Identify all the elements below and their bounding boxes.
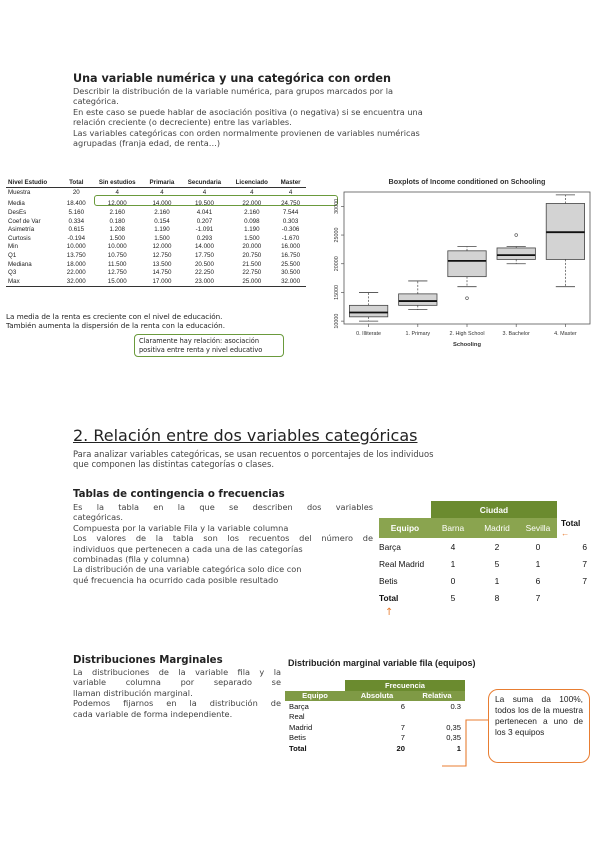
stats-cell: 12.000: [152, 243, 172, 251]
stats-note-1: La media de la renta es creciente con el nivel de educación.: [6, 312, 223, 321]
frecuencia-header: Frecuencia: [345, 680, 465, 691]
col-header: Sevilla: [519, 518, 557, 538]
stats-cell: 1.190: [244, 226, 260, 234]
marginal-line: llaman distribución marginal.: [73, 687, 193, 698]
stats-cell: 7.544: [282, 208, 299, 216]
stats-cell: 18.400: [66, 200, 86, 208]
contingency-cell: 7: [582, 575, 587, 586]
marginal-row-label: Barça: [289, 701, 309, 711]
box: [349, 305, 387, 316]
stats-row: [6, 234, 306, 243]
contingency-row-label: Total: [379, 592, 399, 603]
marginal-line: variable columna por separado se: [73, 677, 281, 688]
contingency-line: individuos que pertenecen a cada una de las categorías: [73, 543, 303, 554]
contingency-table-wrap: [379, 501, 587, 618]
marginal-cell: 0,35: [446, 733, 461, 743]
stats-cell: 4: [160, 188, 164, 196]
stats-cell: 1.500: [244, 234, 260, 242]
contingency-row: [379, 555, 587, 572]
stats-cell: 20.750: [242, 251, 262, 259]
marginal-row-label: Betis: [289, 733, 306, 743]
marginal-cell: [345, 712, 409, 723]
section1-line: relación creciente (o decreciente) entre las variables.: [73, 117, 292, 128]
equipo-header: Equipo: [379, 518, 431, 538]
callout-connector: [440, 710, 490, 770]
section1: [73, 72, 543, 148]
box: [399, 294, 437, 305]
stats-row-label: DesEs: [8, 208, 27, 216]
stats-cell: 22.000: [66, 269, 86, 277]
marginal-cell: 7: [400, 733, 405, 743]
stats-row-label: Asimetría: [8, 226, 35, 234]
section1-line: Describir la distribución de la variable numérica, para grupos marcados por la: [73, 86, 394, 96]
contingency-cell: 8: [494, 592, 500, 603]
contingency-row: [379, 589, 587, 606]
contingency-cell: 7: [535, 592, 541, 603]
stats-cell: 0.154: [154, 217, 170, 225]
stats-cell: 32.000: [275, 277, 306, 286]
stats-row: [6, 243, 306, 252]
stats-cell: 24.750: [281, 200, 301, 208]
stats-row-label: Q3: [8, 269, 17, 277]
stats-cell: 12.750: [152, 251, 172, 259]
stats-cell: 16.000: [281, 243, 301, 251]
stats-cell: 15.000: [91, 277, 143, 286]
marginal-row: [285, 712, 465, 723]
stats-cell: 1.500: [154, 234, 170, 242]
stats-callout: Claramente hay relación: asociación positiva entre renta y nivel educativo: [134, 334, 284, 357]
stats-row: [6, 277, 306, 286]
stats-cell: -0.194: [67, 234, 86, 242]
box: [497, 248, 535, 259]
stats-cell: -1.670: [281, 234, 300, 242]
y-tick-label: 25000: [334, 227, 340, 243]
stats-row: [6, 217, 306, 226]
stats-cell: 14.000: [194, 243, 214, 251]
chart-title: Boxplots of Income conditioned on Schooling: [388, 177, 546, 186]
stats-cell: 10.750: [107, 251, 127, 259]
marginal-cell: 20: [396, 743, 405, 753]
stats-header: Primaria: [143, 178, 180, 188]
x-tick-label: 4. Master: [554, 331, 577, 337]
stats-header: Nivel Estudio: [6, 178, 62, 188]
marginal-cell: 7: [400, 722, 405, 732]
stats-row: [6, 268, 306, 277]
stats-header: Total: [62, 178, 91, 188]
section2-intro-2: que componen las distintas categorías o clases.: [73, 459, 274, 469]
stats-cell: 17.000: [143, 277, 180, 286]
stats-cell: 1.500: [109, 234, 125, 242]
stats-cell: -1.091: [195, 226, 214, 234]
stats-cell: 2.160: [109, 208, 125, 216]
stats-row-label: Coef de Var: [8, 217, 41, 225]
marginal-row: [285, 722, 465, 733]
outlier-point: [466, 297, 469, 300]
arrow-up-icon: ↑: [385, 607, 394, 618]
stats-cell: 5.160: [68, 208, 85, 216]
marginal-cell: 0.3: [450, 701, 461, 711]
total-label: Total: [561, 518, 581, 528]
contingency-table: [379, 501, 587, 606]
marginal-row-label: Total: [289, 743, 307, 753]
stats-row: [6, 251, 306, 260]
stats-cell: 18.000: [66, 260, 86, 268]
marginal-table-wrap: [285, 680, 465, 754]
contingency-line: Los valores de la tabla son los recuentos del número de: [73, 533, 373, 544]
stats-cell: 4: [115, 188, 119, 196]
stats-cell: 25.000: [228, 277, 275, 286]
marginal-cell: 1: [456, 743, 461, 753]
contingency-cell: 5: [494, 558, 500, 569]
section1-line: En este caso se puede hablar de asociación positiva (o negativa) si se encuentra una: [73, 106, 423, 117]
stats-cell: 12.750: [107, 269, 127, 277]
stats-cell: 0.615: [68, 226, 85, 234]
stats-row: [6, 208, 306, 217]
marginal-callout: La suma da 100%, todos los de la muestra pertenecen a uno de los 3 equipos: [488, 689, 590, 763]
stats-cell: 19.500: [194, 200, 214, 208]
x-tick-label: 1. Primary: [405, 331, 431, 337]
marginal-line: La distribuciones de la variable fila y la: [73, 667, 281, 677]
stats-cell: 23.000: [180, 277, 228, 286]
stats-cell: -0.306: [281, 226, 300, 234]
stats-header: Licenciado: [228, 178, 275, 188]
stats-cell: 1.190: [154, 226, 170, 234]
x-tick-label: 0. Illiterate: [356, 331, 382, 337]
marginal-row: [285, 743, 465, 754]
contingency-cell: 0: [450, 575, 456, 586]
total-col-header: [557, 518, 587, 538]
stats-row-label: Min: [8, 243, 18, 251]
ciudad-header: Ciudad: [431, 501, 557, 518]
stats-cell: 14.000: [152, 200, 172, 208]
stats-cell: 13.750: [66, 251, 86, 259]
contingency-cell: 4: [450, 541, 456, 552]
y-tick-label: 30000: [334, 198, 340, 214]
stats-cell: 0.293: [196, 234, 213, 242]
stats-cell: 4: [250, 188, 254, 196]
contingency-text: [73, 489, 373, 585]
marginal-title: Distribuciones Marginales: [73, 655, 223, 666]
stats-cell: 22.250: [194, 269, 214, 277]
stats-row-label: Mediana: [8, 260, 32, 268]
section1-line: categórica.: [73, 96, 119, 107]
stats-cell: 1.208: [109, 226, 125, 234]
stats-row: [6, 225, 306, 234]
media-highlight: [94, 195, 338, 206]
contingency-cell: 6: [535, 575, 541, 586]
contingency-cell: 2: [494, 541, 500, 552]
contingency-cell: 1: [450, 558, 456, 569]
contingency-row-label: Barça: [379, 541, 401, 552]
stats-cell: 20.500: [194, 260, 214, 268]
stats-header: Master: [275, 178, 306, 188]
marginal-cell: 0,35: [446, 722, 461, 732]
stats-header: Secundaria: [180, 178, 228, 188]
stats-cell: 32.000: [62, 277, 91, 286]
marginal-text: [73, 655, 281, 719]
stats-cell: 0.207: [196, 217, 213, 225]
stats-cell: 13.500: [152, 260, 172, 268]
contingency-cell: [557, 589, 587, 606]
section2-intro-1: Para analizar variables categóricas, se usan recuentos o porcentajes de los individuos: [73, 449, 434, 459]
stats-row: [6, 260, 306, 269]
marginal-table: [285, 680, 465, 754]
stats-cell: 20: [72, 188, 80, 196]
outlier-point: [515, 234, 518, 237]
section1-line: agrupadas (franja edad, de renta…): [73, 138, 221, 149]
marg-col-header: Equipo: [285, 691, 345, 702]
contingency-row: [379, 572, 587, 589]
marginal-line: Podemos fijarnos en la distribución de: [73, 698, 281, 709]
stats-cell: 20.000: [242, 243, 262, 251]
y-tick-label: 10000: [334, 313, 340, 329]
marginal-cell: 6: [400, 701, 405, 711]
stats-cell: 21.500: [242, 260, 262, 268]
stats-cell: 30.500: [281, 269, 301, 277]
stats-cell: 2.160: [154, 208, 170, 216]
marginal-row-label: Real: [289, 712, 305, 722]
stats-row-label: Curtosis: [8, 234, 31, 242]
stats-header: Sin estudios: [91, 178, 143, 188]
stats-cell: 12.000: [107, 200, 127, 208]
contingency-cell: 1: [535, 558, 541, 569]
stats-row-label: Muestra: [8, 188, 31, 196]
marg-col-header: Relativa: [409, 691, 465, 702]
stats-cell: 22.750: [242, 269, 262, 277]
contingency-row-label: Betis: [379, 575, 398, 586]
contingency-cell: 7: [582, 558, 587, 569]
marg-col-header: Absoluta: [345, 691, 409, 702]
contingency-row: [379, 538, 587, 555]
marginal-row-label: Madrid: [289, 722, 313, 732]
stats-table-wrap: [6, 178, 306, 287]
x-tick-label: 2. High School: [449, 331, 485, 337]
y-tick-label: 15000: [334, 284, 340, 300]
x-tick-label: 3. Bachelor: [502, 331, 530, 337]
stats-cell: 4: [202, 188, 207, 196]
contingency-title: Tablas de contingencia o frecuencias: [73, 489, 285, 500]
contingency-line: La distribución de una variable categórica solo dice con: [73, 564, 302, 575]
marginal-row: [285, 733, 465, 744]
stats-row-label: Media: [8, 200, 25, 208]
stats-cell: 4: [288, 188, 293, 196]
contingency-row-label: Real Madrid: [379, 558, 425, 569]
stats-cell: 17.750: [194, 251, 214, 259]
contingency-line: Es la tabla en la que se describen dos variables: [73, 502, 373, 512]
stats-cell: 25.500: [281, 260, 301, 268]
stats-cell: 0.180: [109, 217, 125, 225]
contingency-cell: 0: [535, 541, 541, 552]
marginal-row: [285, 701, 465, 712]
y-tick-label: 20000: [334, 256, 340, 272]
stats-cell: 16.750: [281, 251, 301, 259]
stats-cell: 4.041: [196, 208, 213, 216]
arrow-left-icon: ←: [561, 528, 570, 538]
stats-cell: 0.098: [244, 217, 260, 225]
stats-cell: 10.000: [107, 243, 127, 251]
x-axis-label: Schooling: [452, 342, 482, 348]
stats-cell: 11.500: [108, 260, 127, 268]
contingency-line: Compuesta por la variable Fila y la variable columna: [73, 522, 289, 533]
stats-cell: 0.303: [282, 217, 299, 225]
contingency-cell: 6: [582, 541, 587, 552]
section1-title: Una variable numérica y una categórica con orden: [73, 72, 391, 85]
section1-line: Las variables categóricas con orden normalmente provienen de variables numéricas: [73, 127, 420, 138]
boxplot-svg: [308, 174, 600, 364]
marginal-table-title: Distribución marginal variable fila (equipos): [288, 658, 476, 668]
stats-note-2: También aumenta la dispersión de la renta con la educación.: [6, 321, 225, 330]
contingency-cell: 5: [450, 592, 456, 603]
stats-cell: 14.750: [152, 269, 172, 277]
col-header: Barna: [431, 518, 475, 538]
stats-cell: 0.334: [68, 217, 85, 225]
contingency-cell: 1: [494, 575, 500, 586]
stats-cell: 10.000: [66, 243, 86, 251]
contingency-line: qué frecuencia ha ocurrido cada posible resultado: [73, 574, 279, 585]
marginal-line: cada variable de forma independiente.: [73, 708, 233, 719]
stats-cell: 2.160: [244, 208, 260, 216]
boxplot-chart: [308, 174, 600, 364]
col-header: Madrid: [475, 518, 519, 538]
stats-row-label: Max: [6, 277, 62, 286]
stats-row-label: Q1: [8, 251, 17, 259]
box: [448, 251, 486, 277]
stats-cell: 22.000: [242, 200, 262, 208]
contingency-line: categóricas.: [73, 512, 124, 523]
contingency-line: combinadas (fila y columna): [73, 554, 190, 565]
section2-title: 2. Relación entre dos variables categóricas: [73, 426, 418, 445]
